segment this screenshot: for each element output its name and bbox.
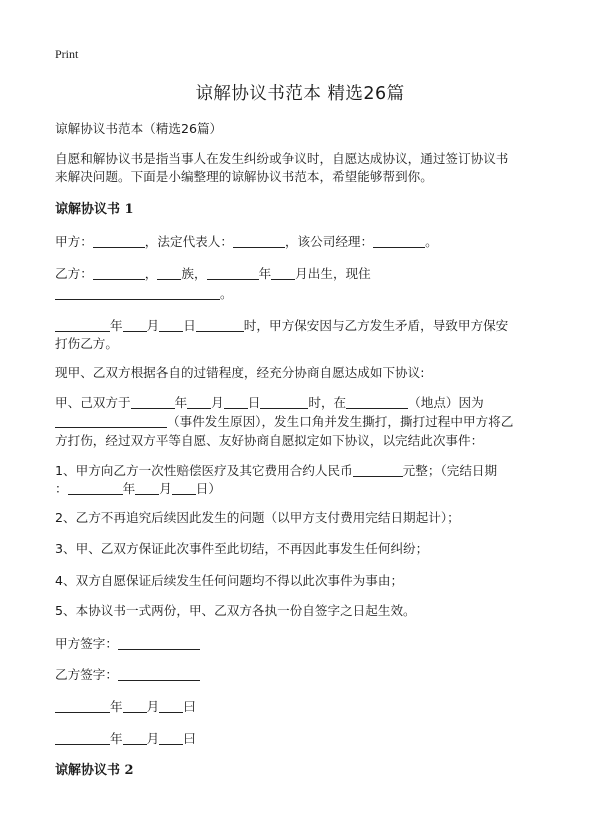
clause-4: 4、双方自愿保证后续发生任何问题均不得以此次事件为事由； [55, 573, 404, 588]
blank-field [159, 317, 183, 332]
clause-1-date: ： 年 月 日） [55, 481, 221, 496]
clause-2: 2、乙方不再追究后续因此发生的问题（以甲方支付费用完结日期起计）； [55, 510, 460, 525]
date-line-1: 年 月 曰 [55, 696, 555, 717]
blank-field [55, 698, 110, 713]
blank-field [196, 317, 244, 332]
blank-field [172, 480, 196, 495]
blank-field [346, 394, 408, 409]
blank-field [55, 317, 110, 332]
document-subtitle: 谅解协议书范本（精选26篇） [55, 121, 223, 136]
event-line-3: 方打伤，经过双方平等自愿、友好协商自愿拟定如下协议，以完结此次事件： [55, 433, 484, 448]
blank-field [135, 480, 159, 495]
clause-5: 5、本协议书一式两份，甲、乙双方各执一份自签字之日起生效。 [55, 603, 416, 618]
event-line-1: 甲、己双方于 年 月 日 时，在 （地点）因为 [55, 395, 484, 410]
blank-field [93, 265, 145, 280]
signature-a: 甲方签字： [55, 633, 555, 654]
blank-field [159, 730, 183, 745]
incident-line-1: 年 月 日 时，甲方保安因与乙方发生矛盾，导致甲方保安 [55, 315, 555, 336]
blank-field [123, 698, 147, 713]
blank-field [233, 233, 285, 248]
blank-field [68, 480, 123, 495]
clause-1: 1、甲方向乙方一次性赔偿医疗及其它费用合约人民币 元整；（完结日期 [55, 463, 498, 478]
print-link[interactable]: Print [55, 47, 79, 61]
blank-field [93, 233, 145, 248]
incident-line-2: 打伤乙方。 [55, 336, 118, 351]
signature-field-b [118, 666, 200, 681]
blank-field [271, 265, 295, 280]
date-line-2: 年 月 曰 [55, 728, 555, 749]
document-title: 谅解协议书范本 精选26篇 [195, 84, 405, 104]
blank-field [353, 462, 403, 477]
party-a-line: 甲方： ，法定代表人： ，该公司经理： 。 [55, 234, 438, 249]
consensus-line: 现甲、乙双方根据各自的过错程度，经充分协商自愿达成如下协议: [55, 365, 425, 380]
blank-field [55, 413, 167, 428]
blank-field [373, 233, 425, 248]
intro-line-1: 自愿和解协议书是指当事人在发生纠纷或争议时，自愿达成协议，通过签订协议书 [55, 151, 509, 166]
blank-field [123, 730, 147, 745]
blank-field [187, 394, 211, 409]
clause-3: 3、甲、乙双方保证此次事件至此切结，不再因此事发生任何纠纷； [55, 541, 429, 556]
blank-field [55, 285, 220, 300]
blank-field [159, 698, 183, 713]
blank-field [157, 265, 181, 280]
blank-field [207, 265, 259, 280]
party-b-line: 乙方： ， 族， 年 月出生，现住 [55, 266, 371, 281]
blank-field [55, 730, 110, 745]
blank-field [260, 394, 308, 409]
blank-field [224, 394, 248, 409]
blank-field [131, 394, 175, 409]
signature-b: 乙方签字： [55, 664, 555, 685]
blank-field [123, 317, 147, 332]
party-b-address-line: 。 [55, 283, 555, 304]
event-line-2: （事件发生原因），发生口角并发生撕打，撕打过程中甲方将乙 [55, 411, 555, 432]
section-heading-2: 谅解协议书 2 [55, 763, 134, 778]
section-heading-1: 谅解协议书 1 [55, 202, 134, 217]
intro-line-2: 来解决问题。下面是小编整理的谅解协议书范本，希望能够帮到你。 [55, 169, 433, 184]
signature-field-a [118, 635, 200, 650]
